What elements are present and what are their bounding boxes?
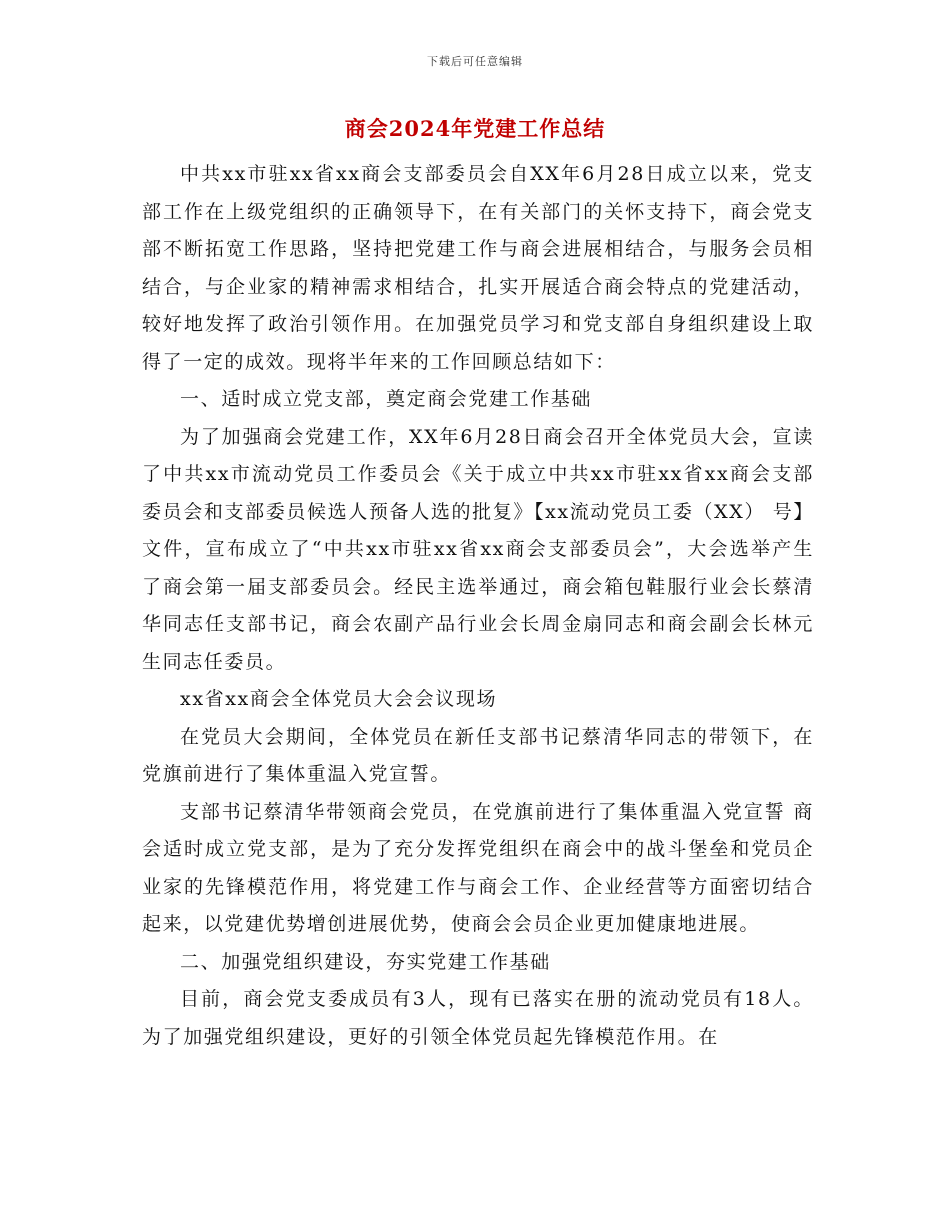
paragraph-purpose: 支部书记蔡清华带领商会党员，在党旗前进行了集体重温入党宣誓 商会适时成立党支部，是为了充分发挥党组织在商会中的战斗堡垒和党员企业家的先锋模范作用，将党建工作与商会工作、企业经营等方面密切结合起来，以党建优势增创进展优势，使商会会员企业更加健康地进展。: [142, 800, 814, 935]
section-heading-2: 二、加强党组织建设，夯实党建工作基础: [180, 950, 551, 973]
paragraph-intro: 中共xx市驻xx省xx商会支部委员会自XX年6月28日成立以来，党支部工作在上级党组织的正确领导下，在有关部门的关怀支持下，商会党支部不断拓宽工作思路，坚持把党建工作与商会进展相结合，与服务会员相结合，与企业家的精神需求相结合，扎实开展适合商会特点的党建活动，较好地发挥了政治引领作用。在加强党员学习和党支部自身组织建设上取得了一定的成效。现将半年来的工作回顾总结如下：: [142, 163, 814, 373]
paragraph-oath: 在党员大会期间，全体党员在新任支部书记蔡清华同志的带领下，在党旗前进行了集体重温入党宣誓。: [142, 725, 814, 785]
document-body: [142, 156, 814, 1056]
photo-caption: xx省xx商会全体党员大会会议现场: [180, 688, 498, 710]
document-title: 商会2024年党建工作总结: [344, 116, 606, 141]
paragraph-members: 目前，商会党支委成员有3人，现有已落实在册的流动党员有18人。为了加强党组织建设，更好的引领全体党员起先锋模范作用。在: [142, 988, 814, 1048]
page-header-note: 下载后可任意编辑: [427, 55, 523, 68]
section-heading-1: 一、适时成立党支部，奠定商会党建工作基础: [180, 388, 593, 410]
paragraph-branch-founding: 为了加强商会党建工作，XX年6月28日商会召开全体党员大会，宣读了中共xx市流动党员工作委员会《关于成立中共xx市驻xx省xx商会支部委员会和支部委员候选人预备人选的批复》【xx流动党员工委（XX） 号】文件，宣布成立了“中共xx市驻xx省xx商会支部委员会”，大会选举产生了商会第一届支部委员会。经民主选举通过，商会箱包鞋服行业会长蔡清华同志任支部书记，商会农副产品行业会长周金扇同志和商会副会长林元生同志任委员。: [142, 425, 814, 673]
